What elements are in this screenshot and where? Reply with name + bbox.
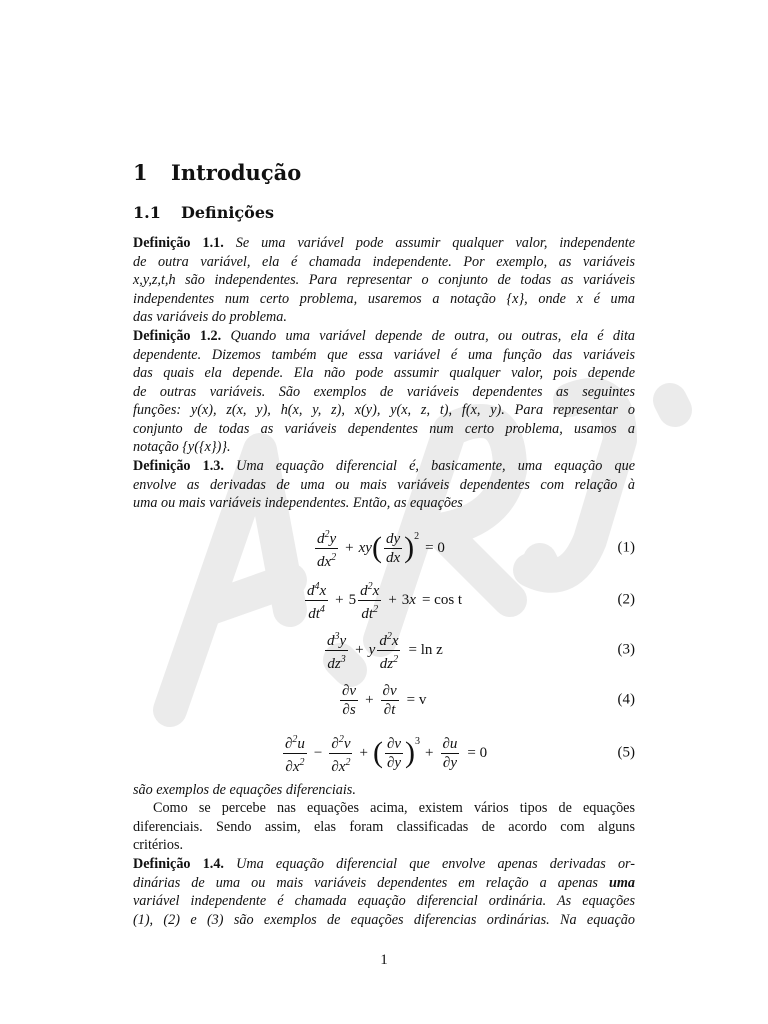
- text-line: variável independente é chamada equação diferencial ordinária. As equações: [133, 893, 635, 909]
- equation-body: $\frac{d^3y}{dz^3}$ + y $\frac{d^2x}{dz^2}$ = ln z: [327, 630, 443, 672]
- equation-rhs: = v: [406, 691, 427, 708]
- page-number: 1: [380, 952, 388, 968]
- text-line: (1), (2) e (3) são exemplos de equações diferencias ordinárias. Na equação: [133, 911, 635, 928]
- text-line: independentes num certo problema, usaremos a notação {x}, onde x é uma: [133, 290, 635, 307]
- equation-body: $\frac{\partial v}{\partial s}$ + $\frac{\partial v}{\partial t}$ = v: [342, 682, 427, 718]
- definition-label: Definição 1.4.: [133, 856, 224, 872]
- section-heading: [133, 160, 301, 185]
- equation-tag: (5): [617, 744, 635, 761]
- text-line: uma ou mais variáveis independentes. Então, as equações: [133, 495, 463, 511]
- text-line: são exemplos de equações diferenciais.: [133, 782, 356, 798]
- text-line: envolve as derivadas de uma ou mais variáveis dependentes com relação à: [133, 476, 635, 493]
- equation-rhs: = ln z: [408, 641, 443, 658]
- text-line: Uma equação diferencial é, basicamente, uma equação que: [236, 458, 636, 474]
- equations-conclusion: [133, 781, 635, 800]
- text-line: de outras variáveis. São exemplos de variáveis dependentes as seguintes: [133, 383, 635, 400]
- equation-tag: (1): [617, 539, 635, 556]
- text-line: diferenciais. Sendo assim, elas foram classificadas de acordo com alguns: [133, 818, 635, 835]
- text-line: de outra variável, ela é chamada independente. Por exemplo, as variáveis: [133, 253, 635, 270]
- equation-4: [133, 680, 635, 720]
- text-line: notação {y({x})}.: [133, 439, 231, 455]
- text-line: conjunto de todas as variáveis dependentes num certo problema, usamos a: [133, 420, 635, 437]
- definition-label: Definição 1.2.: [133, 328, 222, 344]
- paragraph-classification: [133, 799, 635, 855]
- subsection-title: Definições: [181, 203, 274, 222]
- equation-body: $\frac{d^2y}{dx^2}$ + xy ( $\frac{dy}{dx}$ ) $^2$ = 0: [317, 528, 445, 570]
- text-line: critérios.: [133, 837, 184, 853]
- text-line: Uma equação diferencial que envolve apenas derivadas or-: [236, 856, 635, 872]
- subsection-heading: [133, 203, 274, 222]
- text-line: das variáveis do problema.: [133, 309, 287, 325]
- equation-3: [133, 630, 635, 670]
- text-line: Se uma variável pode assumir qualquer valor, independente: [235, 235, 635, 251]
- text-line: x,y,z,t,h são independentes. Para representar o conjunto de todas as variáveis: [133, 272, 635, 288]
- equation-tag: (3): [617, 641, 635, 658]
- section-number: 1: [133, 160, 148, 185]
- equation-tag: (2): [617, 591, 635, 608]
- equation-body: $\frac{\partial^2u}{\partial x^2}$ − $\frac{\partial^2v}{\partial x^2}$ + ( $\frac{\partial v}{\partial y}$ ) $^3$ + $\frac{\partial u}{\partial y}$ = 0: [285, 733, 488, 775]
- text-line: dinárias de uma ou mais variáveis dependentes em relação a apenas: [133, 874, 598, 891]
- equation-tag: (4): [617, 691, 635, 708]
- text-line: Como se percebe nas equações acima, existem vários tipos de equações: [153, 800, 635, 816]
- subsection-number: 1.1: [133, 203, 161, 222]
- equation-rhs: = 0: [425, 539, 445, 556]
- definition-1-4: [133, 855, 635, 929]
- definition-1-3: [133, 457, 635, 513]
- text-line: Quando uma variável depende de outra, ou outras, ela é dita: [230, 328, 636, 344]
- text-line: das quais ela depende. Ela não pode assumir qualquer valor, pois depende: [133, 365, 635, 381]
- section-title: Introdução: [171, 160, 302, 185]
- equation-rhs: = 0: [467, 744, 488, 761]
- equation-1: [133, 528, 635, 568]
- equation-body: $\frac{d^4x}{dt^4}$ + 5 $\frac{d^2x}{dt^2}$ + 3 x = cos t: [307, 580, 463, 622]
- definition-label: Definição 1.3.: [133, 458, 224, 474]
- text-line: funções: y(x), z(x, y), h(x, y, z), x(y), y(x, z, t), f(x, y). Para representar o: [133, 402, 635, 418]
- equation-rhs: = cos t: [421, 591, 463, 608]
- definition-1-2: [133, 327, 635, 457]
- emphasis-uma: uma: [608, 874, 635, 891]
- text-line: dependente. Dizemos também que essa variável é uma função das variáveis: [133, 346, 635, 363]
- definition-1-1: [133, 234, 635, 327]
- definition-label: Definição 1.1.: [133, 235, 224, 251]
- equation-2: [133, 580, 635, 620]
- equation-5: [133, 733, 635, 773]
